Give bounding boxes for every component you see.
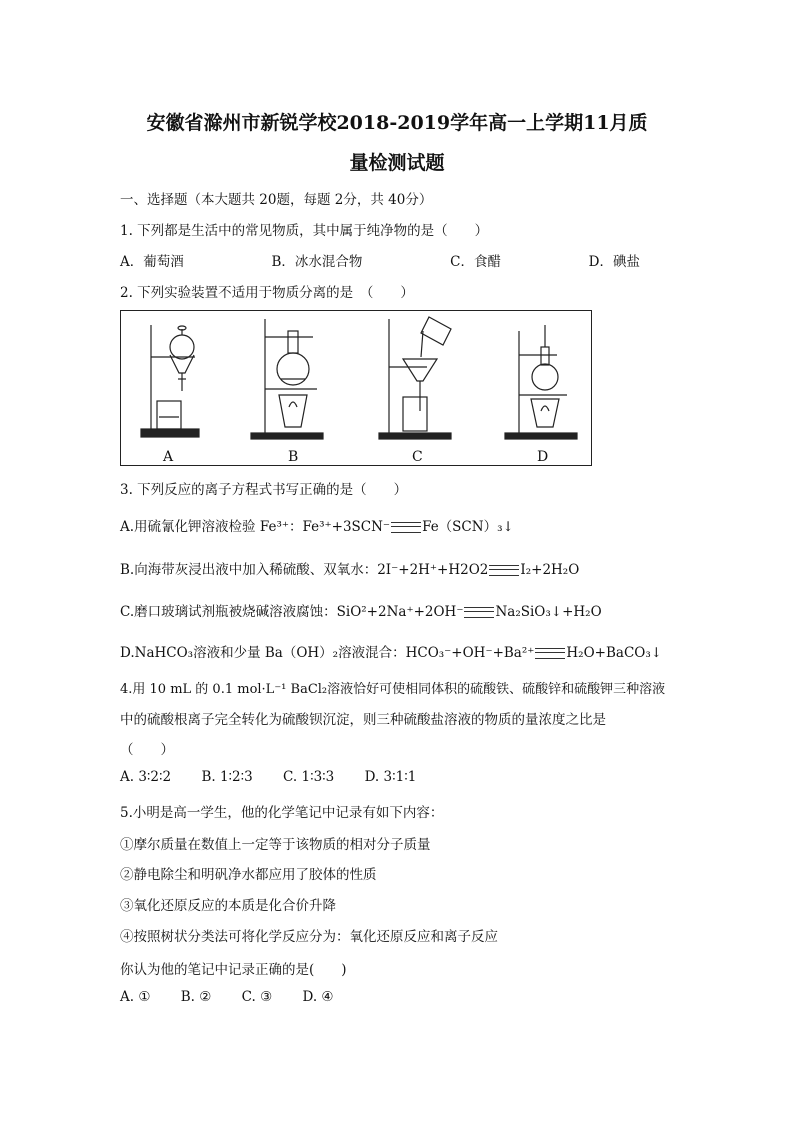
q5-option-c: C. ③: [241, 989, 273, 1005]
q4-option-b: B. 1∶2∶3: [201, 769, 253, 785]
q3-b-products: I₂+2H₂O: [520, 562, 580, 578]
q5-item-3: ③氧化还原反应的本质是化合价升降: [120, 898, 336, 914]
q1-option-a: A．葡萄酒: [120, 254, 184, 270]
q3-c-products: Na₂SiO₃↓+H₂O: [495, 604, 602, 620]
q5-question: 你认为他的笔记中记录正确的是( ): [120, 962, 347, 978]
q4-option-c: C. 1∶3∶3: [283, 769, 335, 785]
q4-option-a: A. 3∶2∶2: [120, 769, 172, 785]
q5-item-1: ①摩尔质量在数值上一定等于该物质的相对分子质量: [120, 837, 431, 853]
q3-option-c: [120, 600, 602, 620]
q1-option-d: D．碘盐: [588, 254, 640, 270]
q4-option-d: D. 3∶1∶1: [364, 769, 417, 785]
apparatus-label-c: C: [412, 449, 423, 465]
q3-b-reactants: B.向海带灰浸出液中加入稀硫酸、双氧水：2I⁻+2H⁺+H2O2: [120, 562, 489, 578]
document-title-line1: 安徽省滁州市新锐学校2018-2019学年高一上学期11月质: [146, 112, 648, 134]
q5-option-d: D. ④: [302, 989, 334, 1005]
apparatus-figure: [120, 310, 592, 466]
apparatus-label-b: B: [288, 449, 299, 465]
q4-stem-line2: 中的硫酸根离子完全转化为硫酸钡沉淀，则三种硫酸盐溶液的物质的量浓度之比是: [120, 712, 606, 728]
equals-sign: [464, 607, 494, 618]
equals-sign: [489, 565, 519, 576]
q5-stem: 5.小明是高一学生，他的化学笔记中记录有如下内容：: [120, 805, 444, 821]
q1-option-c: C．食醋: [450, 254, 501, 270]
q5-options: [120, 989, 360, 1005]
q5-item-4: ④按照树状分类法可将化学反应分为：氧化还原反应和离子反应: [120, 929, 498, 945]
q3-option-a: [120, 515, 514, 535]
q3-option-d: [120, 641, 662, 661]
q3-a-products: Fe（SCN）₃↓: [422, 519, 514, 535]
q4-options: [120, 769, 442, 785]
q5-option-b: B. ②: [180, 989, 212, 1005]
lab-apparatus-drawing: [121, 311, 593, 467]
q3-option-b: [120, 558, 579, 578]
q4-stem-line3: （ ）: [120, 742, 174, 758]
q1-stem: 1. 下列都是生活中的常见物质，其中属于纯净物的是（ ）: [120, 223, 489, 239]
q1-option-b: B．冰水混合物: [271, 254, 363, 270]
document-title-line2: 量检测试题: [349, 152, 445, 174]
q5-option-a: A. ①: [120, 989, 151, 1005]
q4-stem-line1: 4.用 10 mL 的 0.1 mol·L⁻¹ BaCl₂溶液恰好可使相同体积的硫酸铁、硫酸锌和硫酸钾三种溶液: [120, 682, 666, 697]
apparatus-label-a: A: [163, 449, 174, 465]
q5-item-2: ②静电除尘和明矾净水都应用了胶体的性质: [120, 867, 377, 883]
q3-d-reactants: D.NaHCO₃溶液和少量 Ba（OH）₂溶液混合：HCO₃⁻+OH⁻+Ba²⁺: [120, 645, 535, 661]
q3-stem: 3. 下列反应的离子方程式书写正确的是（ ）: [120, 482, 408, 498]
equals-sign: [391, 522, 421, 533]
equals-sign: [535, 648, 565, 659]
apparatus-label-d: D: [537, 449, 549, 465]
section-heading: 一、选择题（本大题共 20题，每题 2分，共 40分）: [120, 192, 433, 208]
q1-options: [120, 250, 640, 270]
q3-d-products: H₂O+BaCO₃↓: [566, 645, 663, 661]
q2-stem: 2. 下列实验装置不适用于物质分离的是 （ ）: [120, 285, 414, 301]
q3-c-reactants: C.磨口玻璃试剂瓶被烧碱溶液腐蚀：SiO²+2Na⁺+2OH⁻: [120, 604, 464, 620]
q3-a-reactants: A.用硫氰化钾溶液检验 Fe³⁺：Fe³⁺+3SCN⁻: [120, 519, 391, 535]
